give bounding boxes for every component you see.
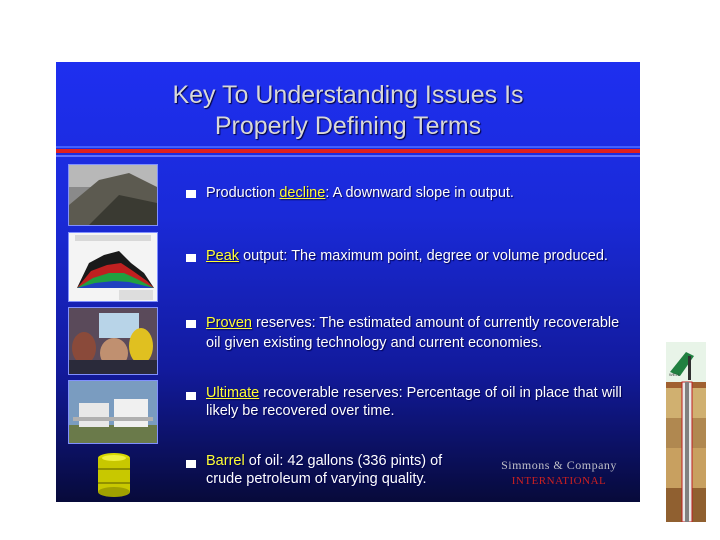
oil-well-diagram (666, 342, 706, 522)
keyword-proven: Proven (206, 315, 252, 331)
bullet-5-text: Barrel of oil: 42 gallons (336 pints) of crude petroleum of varying quality. (206, 453, 443, 487)
title-line-1: Key To Understanding Issues Is (172, 81, 524, 109)
title-line-2: Properly Defining Terms (214, 112, 482, 140)
svg-text:WELL: WELL (669, 372, 680, 377)
keyword-peak: Peak (206, 248, 240, 264)
bullet-2-marker (186, 254, 196, 262)
hillside-photo (68, 164, 158, 226)
keyword-barrel: Barrel (206, 453, 245, 469)
bullet-5-marker (186, 460, 196, 468)
keyword-ultimate: Ultimate (206, 385, 260, 401)
bullet-1-text: Production decline: A downward slope in output. (206, 185, 514, 201)
storage-tanks-photo (68, 380, 158, 444)
company-logo-subtitle: INTERNATIONAL (511, 475, 607, 487)
slide (56, 62, 640, 502)
title-rule-red (56, 149, 640, 153)
workers-photo (68, 307, 158, 375)
production-chart-thumbnail (68, 232, 158, 302)
bullet-3-marker (186, 320, 196, 328)
title-rule-blue (56, 146, 640, 148)
bullet-2-text: Peak output: The maximum point, degree or volume produced. (206, 248, 608, 264)
bullet-4-marker (186, 392, 196, 400)
bullet-3-text: Proven reserves: The estimated amount of currently recoverable oil given existing technology and current economies. (206, 315, 620, 351)
bullet-4-text: Ultimate recoverable reserves: Percentage of oil in place that will likely be recovered over time. (206, 385, 622, 419)
oil-barrel-icon (96, 452, 132, 498)
title-rule-blue-lower (56, 155, 640, 157)
slide-title (56, 80, 640, 142)
company-logo-name: Simmons & Company (501, 458, 617, 472)
bullet-1-marker (186, 190, 196, 198)
keyword-decline: decline (279, 185, 326, 201)
